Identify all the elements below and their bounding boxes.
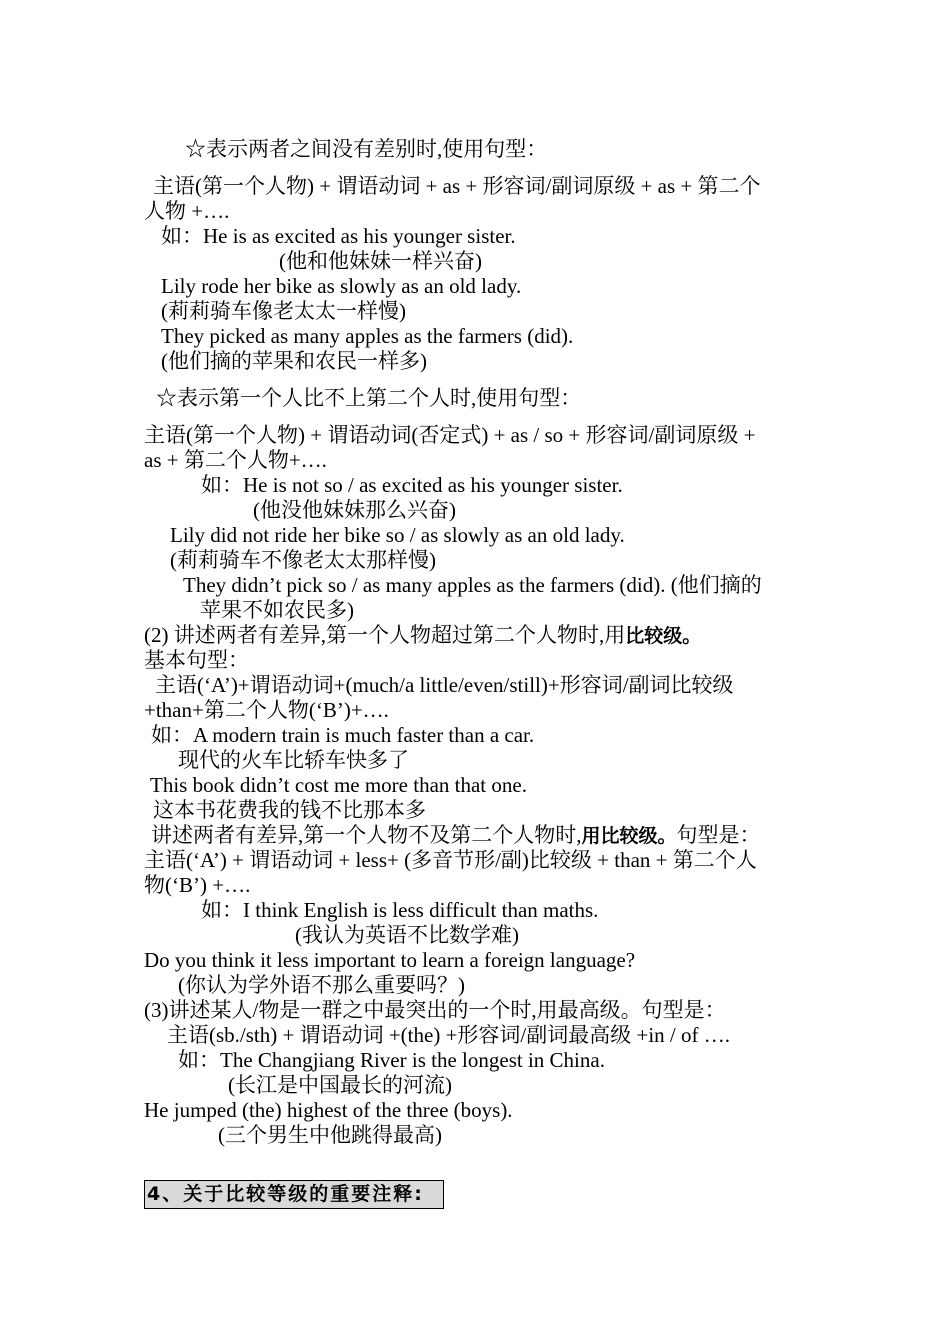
text-span: (2) 讲述两者有差异,第一个人物超过第二个人物时,用 <box>144 623 626 647</box>
bold-text: 用比较级。 <box>581 825 677 847</box>
text-line: 如：He is not so / as excited as his younger sister. <box>201 473 623 497</box>
text-line: ☆表示两者之间没有差别时,使用句型： <box>185 137 548 161</box>
text-line: 物(‘B’) +…. <box>144 873 251 897</box>
text-line: They picked as many apples as the farmers (did). <box>161 324 574 348</box>
text-line: (3)讲述某人/物是一群之中最突出的一个时,用最高级。句型是： <box>144 998 726 1022</box>
text-line: ☆表示第一个人比不上第二个人时,使用句型： <box>156 386 582 410</box>
text-line: as + 第二个人物+…. <box>144 448 327 472</box>
text-line <box>144 623 701 649</box>
bold-text: 比较级。 <box>625 625 702 647</box>
text-line: 苹果不如农民多) <box>200 598 354 622</box>
text-span: 讲述两者有差异,第一个人物不及第二个人物时, <box>151 823 582 847</box>
text-line: 如：A modern train is much faster than a car. <box>151 723 535 747</box>
text-line: This book didn’t cost me more than that one. <box>150 773 527 797</box>
text-line: Do you think it less important to learn a foreign language? <box>144 948 636 972</box>
text-line: 基本句型： <box>144 648 249 672</box>
text-line: (莉莉骑车像老太太一样慢) <box>161 299 406 323</box>
text-line: +than+第二个人物(‘B’)+…. <box>144 698 389 722</box>
text-line: 人物 +…. <box>144 199 230 223</box>
section-heading-box <box>144 1180 444 1209</box>
text-line: 如：I think English is less difficult than maths. <box>201 898 599 922</box>
text-line: (长江是中国最长的河流) <box>228 1073 452 1097</box>
text-line: 主语(‘A’)+谓语动词+(much/a little/even/still)+形容词/副词比较级 <box>155 673 734 697</box>
section-heading: 4、关于比较等级的重要注释: <box>147 1183 424 1205</box>
text-line: Lily did not ride her bike so / as slowly as an old lady. <box>170 523 625 547</box>
text-line: (他没他妹妹那么兴奋) <box>253 498 456 522</box>
text-line: 主语(sb./sth) + 谓语动词 +(the) +形容词/副词最高级 +in / of …. <box>167 1023 731 1047</box>
text-line: (他们摘的苹果和农民一样多) <box>161 349 427 373</box>
text-line: (三个男生中他跳得最高) <box>218 1123 442 1147</box>
text-line: 现代的火车比轿车快多了 <box>178 748 409 772</box>
text-line: 主语(第一个人物) + 谓语动词(否定式) + as / so + 形容词/副词原级 + <box>144 423 756 447</box>
text-line: (我认为英语不比数学难) <box>295 923 519 947</box>
text-line: (莉莉骑车不像老太太那样慢) <box>170 548 436 572</box>
text-line: (你认为学外语不那么重要吗？) <box>178 973 465 997</box>
text-span: 句型是： <box>676 823 761 847</box>
text-line: He jumped (the) highest of the three (boys). <box>144 1098 513 1122</box>
text-line: (他和他妹妹一样兴奋) <box>279 249 482 273</box>
text-line: 如：The Changjiang River is the longest in China. <box>178 1048 605 1072</box>
text-line: 主语(第一个人物) + 谓语动词 + as + 形容词/副词原级 + as + 第二个 <box>153 174 761 198</box>
text-line: Lily rode her bike as slowly as an old lady. <box>161 274 522 298</box>
text-line <box>151 823 761 849</box>
text-line: 这本书花费我的钱不比那本多 <box>153 798 426 822</box>
text-line: They didn’t pick so / as many apples as the farmers (did). (他们摘的 <box>183 573 762 597</box>
text-line: 如：He is as excited as his younger sister. <box>161 224 516 248</box>
text-line: 主语(‘A’) + 谓语动词 + less+ (多音节形/副)比较级 + than + 第二个人 <box>144 848 757 872</box>
